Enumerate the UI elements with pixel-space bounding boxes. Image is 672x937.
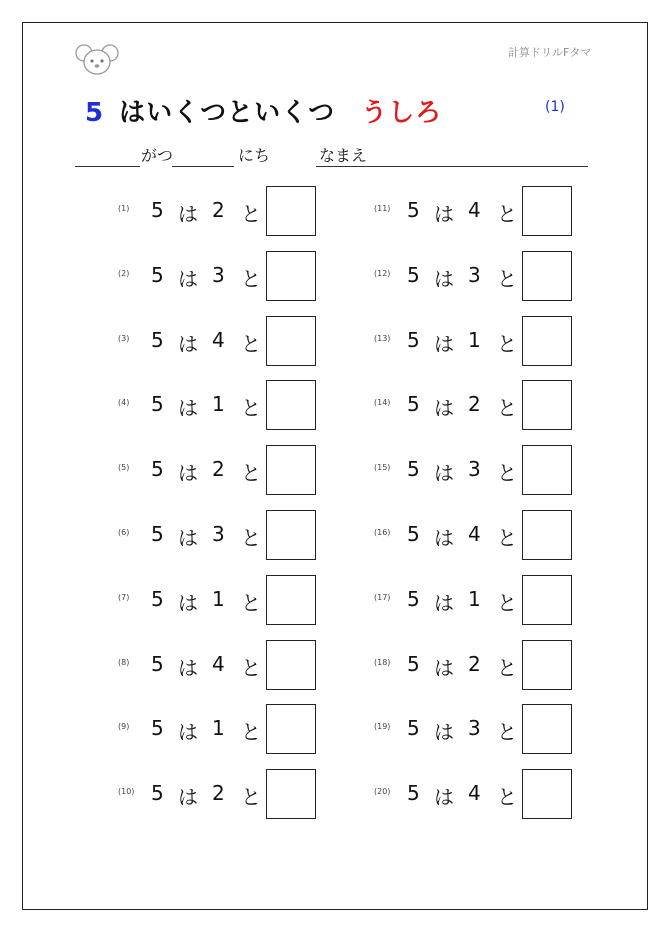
answer-box[interactable] [266, 640, 316, 690]
problem-ha: は [178, 655, 198, 680]
problem-part: 3 [468, 262, 481, 287]
answer-box[interactable] [266, 380, 316, 430]
answer-box[interactable] [266, 316, 316, 366]
problem-part: 4 [212, 327, 225, 352]
day-write-line[interactable] [172, 166, 234, 167]
problem-ha: は [178, 785, 198, 810]
problem-index: (3) [118, 333, 130, 343]
problem-item [374, 575, 574, 625]
problem-to: と [497, 785, 517, 810]
answer-box[interactable] [522, 251, 572, 301]
problem-ha: は [434, 590, 454, 615]
mouse-logo-icon [75, 42, 119, 78]
problem-total: 5 [407, 262, 420, 287]
brand-label: 計算ドリルFタマ [508, 46, 592, 59]
answer-box[interactable] [522, 640, 572, 690]
problem-ha: は [178, 461, 198, 486]
problem-index: (12) [374, 268, 391, 278]
answer-box[interactable] [522, 769, 572, 819]
problem-index: (9) [118, 722, 130, 732]
problem-ha: は [434, 720, 454, 745]
problem-total: 5 [151, 198, 164, 222]
problem-ha: は [434, 396, 454, 421]
problem-part: 1 [212, 586, 225, 611]
problem-item [374, 640, 574, 690]
problem-ha: は [178, 526, 198, 550]
problem-to: と [241, 331, 261, 356]
problem-index: (4) [118, 398, 130, 408]
problem-part: 1 [468, 586, 481, 611]
problem-item [374, 445, 574, 495]
problem-item [118, 251, 318, 301]
problem-index: (15) [374, 463, 391, 473]
problem-item [374, 510, 574, 560]
answer-box[interactable] [266, 704, 316, 754]
problem-to: と [241, 655, 261, 680]
problem-total: 5 [151, 586, 164, 611]
problem-total: 5 [151, 522, 164, 546]
problem-to: と [497, 266, 517, 291]
problem-part: 4 [212, 651, 225, 676]
problem-item [118, 769, 318, 819]
problem-part: 2 [212, 457, 225, 482]
answer-box[interactable] [266, 251, 316, 301]
problem-item [118, 445, 318, 495]
answer-box[interactable] [522, 380, 572, 430]
problem-index: (20) [374, 787, 391, 797]
problem-ha: は [178, 202, 198, 226]
problem-item [118, 316, 318, 366]
problem-part: 4 [468, 781, 481, 806]
problem-to: と [241, 396, 261, 421]
problem-index: (17) [374, 592, 391, 602]
answer-box[interactable] [522, 575, 572, 625]
problem-total: 5 [151, 262, 164, 287]
problem-index: (1) [118, 204, 130, 213]
problem-to: と [497, 461, 517, 486]
problem-total: 5 [151, 392, 164, 417]
name-write-line[interactable] [316, 166, 588, 167]
problem-total: 5 [407, 716, 420, 741]
problem-ha: は [178, 266, 198, 291]
problem-part: 3 [212, 522, 225, 546]
problem-ha: は [434, 331, 454, 356]
problem-part: 1 [212, 392, 225, 417]
problem-ha: は [434, 266, 454, 291]
problem-index: (8) [118, 657, 130, 667]
problem-ha: は [434, 785, 454, 810]
answer-box[interactable] [266, 510, 316, 560]
problem-item [374, 251, 574, 301]
problem-ha: は [178, 720, 198, 745]
problem-total: 5 [407, 522, 420, 546]
problem-ha: は [434, 526, 454, 550]
problem-index: (7) [118, 592, 130, 602]
problem-part: 4 [468, 198, 481, 222]
problem-item [374, 380, 574, 430]
problem-to: と [241, 720, 261, 745]
problem-to: と [241, 590, 261, 615]
problem-total: 5 [407, 781, 420, 806]
answer-box[interactable] [522, 445, 572, 495]
problem-ha: は [434, 202, 454, 226]
problem-total: 5 [407, 651, 420, 676]
problem-to: と [241, 526, 261, 550]
problem-total: 5 [407, 392, 420, 417]
problem-item [118, 186, 318, 236]
problem-to: と [497, 396, 517, 421]
problem-part: 3 [468, 457, 481, 482]
problem-ha: は [178, 590, 198, 615]
title-number: 5 [85, 98, 104, 128]
problem-item [118, 640, 318, 690]
problem-part: 2 [212, 781, 225, 806]
problem-to: と [497, 590, 517, 615]
problem-total: 5 [151, 651, 164, 676]
problem-item [374, 769, 574, 819]
problem-part: 3 [468, 716, 481, 741]
answer-box[interactable] [522, 186, 572, 236]
problem-item [374, 704, 574, 754]
problem-ha: は [434, 655, 454, 680]
answer-box[interactable] [266, 186, 316, 236]
month-label: がつ [141, 146, 174, 165]
problem-total: 5 [407, 327, 420, 352]
problem-item [374, 316, 574, 366]
problem-ha: は [178, 396, 198, 421]
problem-to: と [497, 331, 517, 356]
answer-box[interactable] [522, 510, 572, 560]
name-label: なまえ [319, 146, 368, 165]
problem-to: と [241, 785, 261, 810]
answer-box[interactable] [266, 445, 316, 495]
problem-index: (10) [118, 787, 135, 797]
problem-part: 2 [468, 651, 481, 676]
month-write-line[interactable] [75, 166, 140, 167]
problem-part: 4 [468, 522, 481, 546]
problem-ha: は [178, 331, 198, 356]
problem-to: と [497, 720, 517, 745]
problem-total: 5 [151, 781, 164, 806]
problem-index: (16) [374, 528, 391, 537]
problem-part: 1 [468, 327, 481, 352]
problem-total: 5 [407, 457, 420, 482]
problem-index: (18) [374, 657, 391, 667]
problem-index: (6) [118, 528, 130, 537]
problem-index: (11) [374, 204, 391, 213]
problem-to: と [241, 461, 261, 486]
title-main: はいくつといくつ [119, 98, 336, 128]
page-number: (1) [545, 99, 565, 115]
problem-part: 2 [468, 392, 481, 417]
page-title [85, 92, 442, 129]
problem-index: (2) [118, 268, 130, 278]
problem-part: 2 [212, 198, 225, 222]
problem-to: と [497, 202, 517, 226]
problem-item [118, 510, 318, 560]
problem-total: 5 [151, 457, 164, 482]
problem-ha: は [434, 461, 454, 486]
problem-to: と [241, 202, 261, 226]
problem-index: (14) [374, 398, 391, 408]
answer-box[interactable] [522, 704, 572, 754]
problem-item [118, 704, 318, 754]
problem-index: (19) [374, 722, 391, 732]
problem-total: 5 [151, 327, 164, 352]
problem-item [374, 186, 574, 236]
problem-total: 5 [151, 716, 164, 741]
problem-item [118, 380, 318, 430]
problem-part: 1 [212, 716, 225, 741]
problem-item [118, 575, 318, 625]
problem-part: 3 [212, 262, 225, 287]
answer-box[interactable] [522, 316, 572, 366]
title-sub: うしろ [361, 98, 443, 128]
problem-total: 5 [407, 198, 420, 222]
problem-index: (13) [374, 333, 391, 343]
day-label: にち [238, 146, 271, 165]
problem-to: と [497, 526, 517, 550]
problem-index: (5) [118, 463, 130, 473]
problem-total: 5 [407, 586, 420, 611]
problem-to: と [497, 655, 517, 680]
answer-box[interactable] [266, 769, 316, 819]
problem-to: と [241, 266, 261, 291]
answer-box[interactable] [266, 575, 316, 625]
